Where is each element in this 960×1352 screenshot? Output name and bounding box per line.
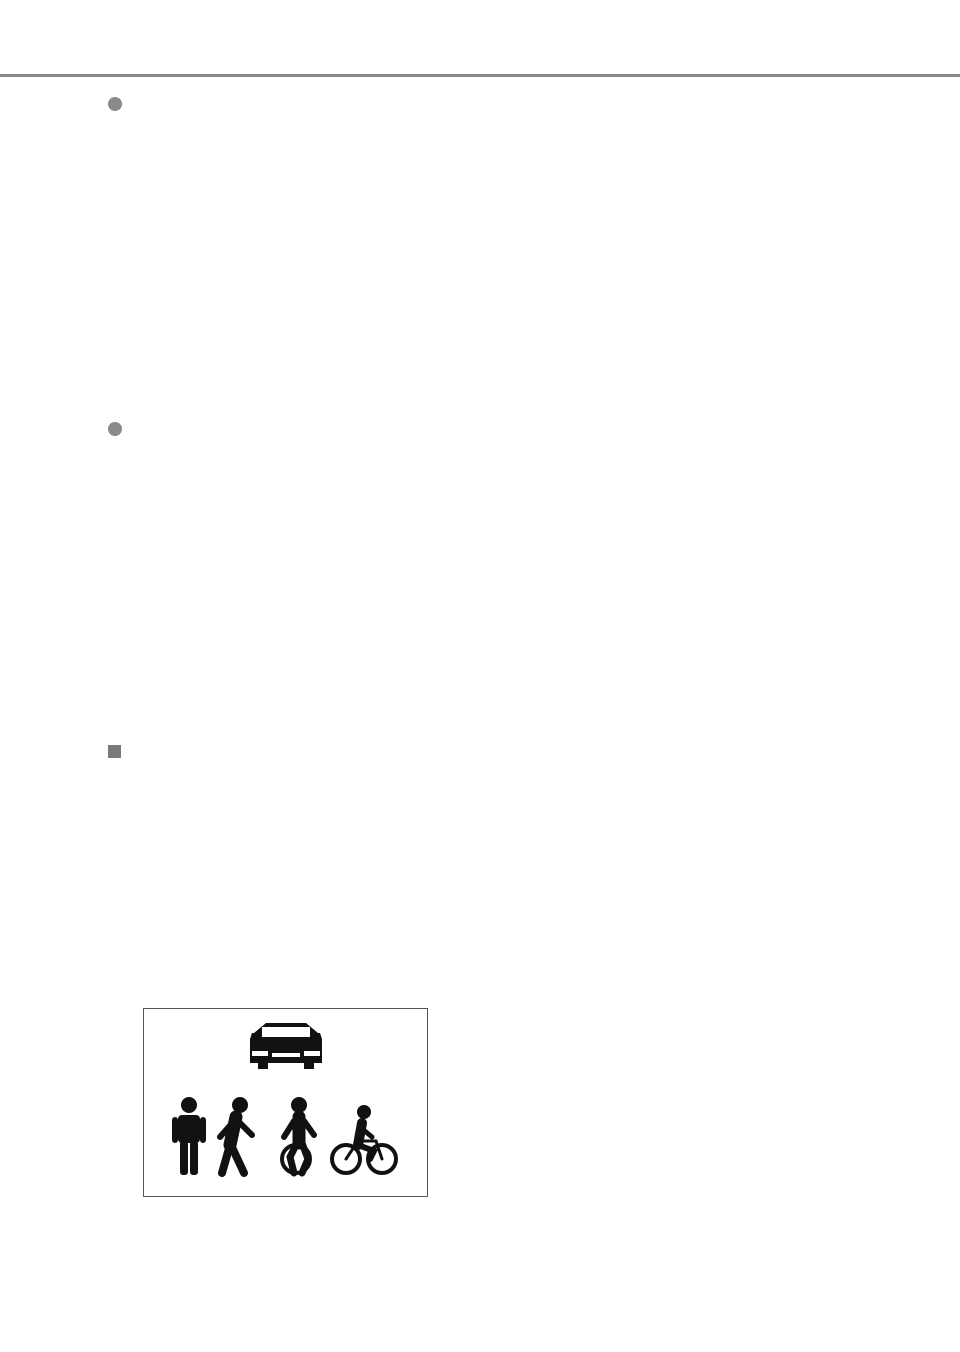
detectable-objects-figure	[143, 1008, 428, 1197]
left-column-heading	[108, 741, 125, 763]
bullet-dot-icon	[108, 422, 122, 436]
figure-illustration	[144, 1009, 427, 1196]
square-bullet-icon	[108, 745, 121, 758]
page-header	[0, 0, 960, 80]
walking-person-icon	[220, 1097, 252, 1173]
standing-person-icon	[172, 1097, 206, 1175]
header-divider	[0, 74, 960, 77]
section2-bullet-heading	[108, 417, 126, 441]
running-person-icon	[282, 1097, 314, 1173]
section1-bullet-heading	[108, 92, 126, 116]
car-icon	[250, 1023, 322, 1069]
bullet-dot-icon	[108, 97, 122, 111]
cyclist-icon	[332, 1105, 396, 1173]
